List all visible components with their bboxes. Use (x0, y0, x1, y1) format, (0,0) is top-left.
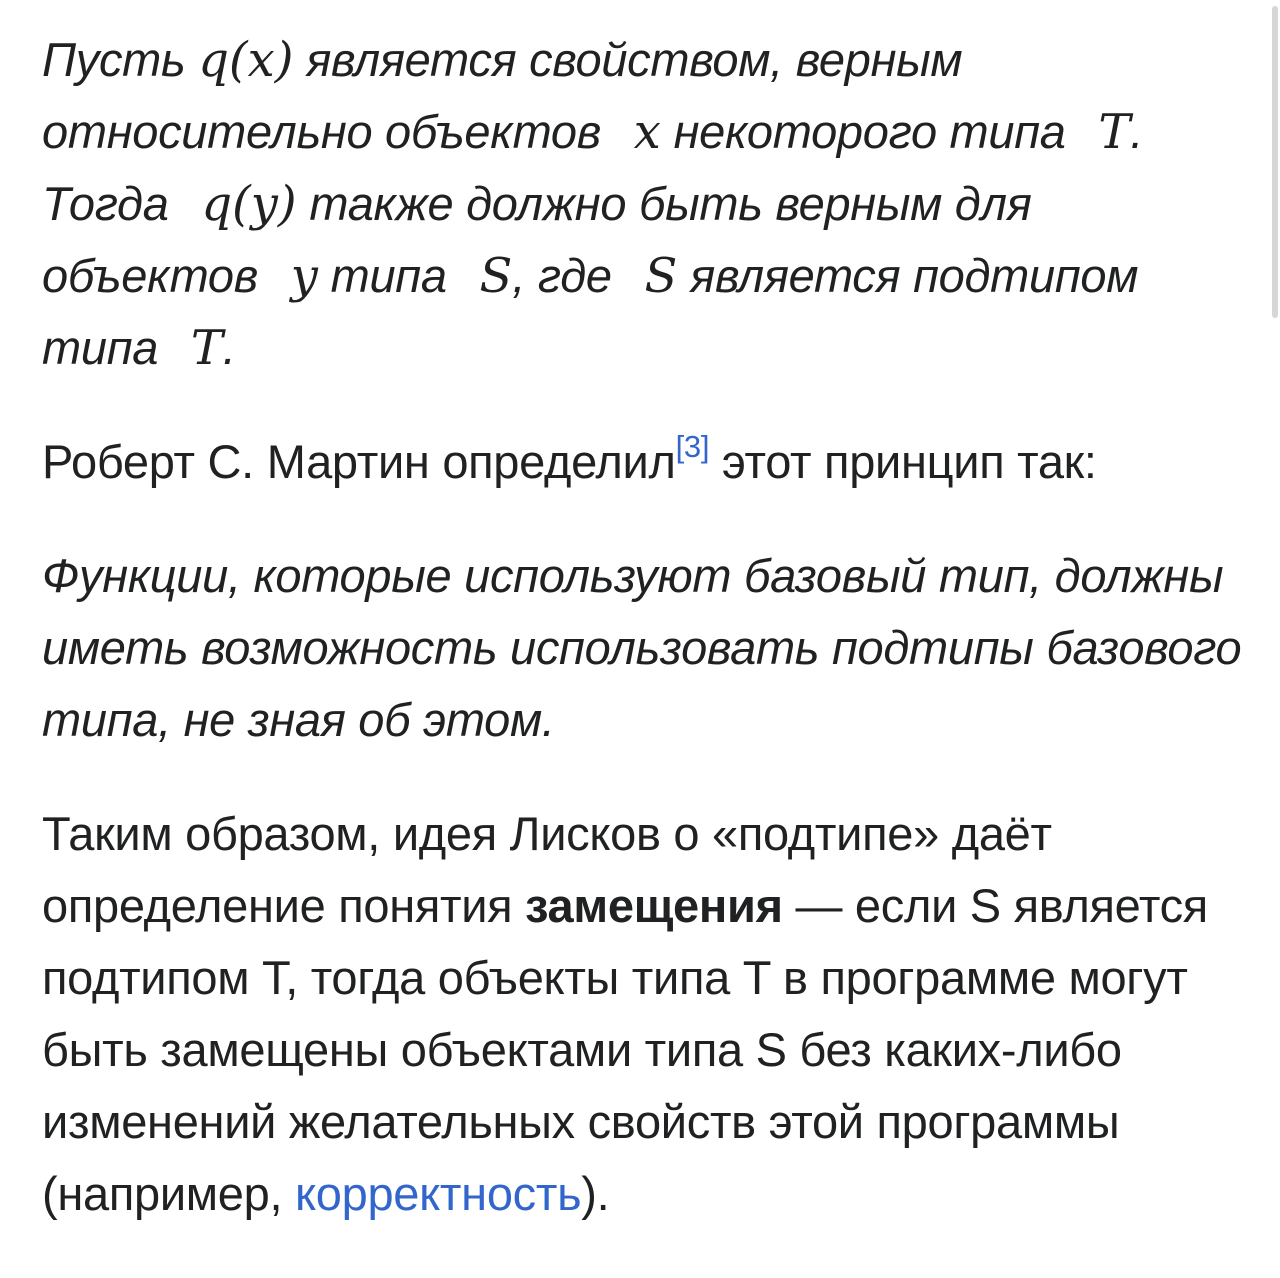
article-content (42, 24, 1242, 1230)
math-q-of-x (198, 32, 293, 88)
conclusion-text: — если S является подтипом T, тогда объекты типа T в программе могут быть замещены объектами типа S без каких-либо изменений желательных свойств этой программы (например, (42, 879, 1208, 1220)
math-y: y (290, 248, 318, 304)
reference-link[interactable]: [3] (675, 429, 710, 465)
math-T: T (1098, 104, 1131, 160)
math-x: x (633, 104, 661, 160)
formula-q-x: q(x) (198, 32, 294, 88)
quote-paragraph (42, 540, 1242, 756)
correctness-link[interactable]: корректность (295, 1167, 582, 1220)
definition-text: типа (317, 249, 460, 302)
definition-text: . Тогда (42, 105, 1144, 230)
definition-text: является свойством, верным относительно объектов (42, 33, 963, 158)
definition-text: также должно быть верным для объектов (42, 177, 1032, 302)
bold-term: замещения (525, 879, 783, 932)
math-S: S (479, 248, 513, 304)
quote-text: Функции, которые используют базовый тип, должны иметь возможность использовать подтипы базового типа, не зная об этом. (42, 549, 1242, 746)
martin-text: этот принцип так: (709, 435, 1097, 488)
conclusion-text: Таким образом, идея Лисков о «подтипе» даёт определение понятия (42, 807, 1052, 932)
math-S: S (644, 248, 678, 304)
definition-paragraph (42, 24, 1242, 384)
vertical-scrollbar[interactable] (1270, 0, 1278, 1278)
definition-text: . (222, 321, 236, 374)
definition-text: некоторого типа (660, 105, 1079, 158)
martin-paragraph (42, 426, 1242, 498)
math-T: T (190, 320, 223, 376)
math-q-of-y: q(y) (201, 176, 297, 232)
conclusion-paragraph (42, 798, 1242, 1230)
conclusion-text: ). (581, 1167, 610, 1220)
scrollbar-thumb[interactable] (1272, 6, 1278, 318)
definition-text: , где (512, 249, 625, 302)
martin-text: Роберт С. Мартин определил (42, 435, 676, 488)
definition-text: является подтипом типа (42, 249, 1139, 374)
definition-text: Пусть (42, 33, 199, 86)
